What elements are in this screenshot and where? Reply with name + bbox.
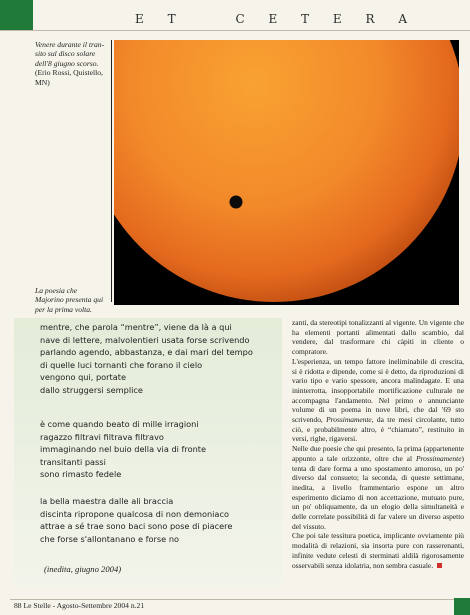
footer-divider (10, 599, 470, 600)
article-text: Nelle due poesie che qui presento, la prima (appartenente appunto a tale orizzonte, oltre che al (292, 444, 464, 463)
article-text: , da tre mesi circolante, tutto ciò, e probabilmente altro, è “chiamato”, restituito in versi, righe, rigaversi. (292, 415, 464, 444)
venus-transit-photo (114, 40, 459, 305)
poem-strophe (40, 495, 276, 545)
book-title: Prossimamente (415, 453, 462, 463)
poem-line: discinta ripropone qualcosa di non demoniaco (40, 508, 229, 519)
section-title-letter: E (268, 12, 281, 26)
photo-caption-line: sito sul disco solare (35, 49, 96, 59)
poem-line: vengono qui, portate (40, 372, 126, 383)
poem-line: parlando agendo, abbastanza, e dai mari del tempo (40, 347, 253, 358)
article-paragraph (292, 444, 464, 531)
section-title-letter: E (135, 12, 147, 26)
poem-line: sono rimasto fedele (40, 469, 122, 480)
poem-line: di quelle luci tornanti che forano il cielo (40, 359, 203, 370)
photo-caption-line: dell'8 giugno scorso. (35, 58, 99, 68)
section-title-letter: C (235, 12, 248, 26)
photo-caption-line: Venere durante il tran- (35, 40, 105, 49)
poem-line: nave di lettere, malvolentieri usata forse scrivendo (40, 334, 250, 345)
header-divider (0, 30, 470, 31)
poem-line: dallo struggersi semplice (40, 384, 143, 395)
footer-corner-block (454, 598, 470, 615)
poem-strophe (40, 321, 276, 397)
page-footer: 88 Le Stelle - Agosto-Settembre 2004 n.21 (14, 601, 145, 610)
poem-caption-line: per la prima volta. (35, 304, 92, 314)
article-paragraph (292, 531, 464, 570)
photo-caption (35, 40, 107, 87)
section-title-letter: A (398, 12, 411, 26)
poem-strophe (40, 418, 276, 481)
poem-line: attrae a sé trae sono baci sono pose di piacere (40, 521, 233, 532)
poem-caption-line: Majorino presenta qui (35, 295, 104, 305)
section-title (135, 12, 424, 26)
article-paragraph (292, 357, 464, 444)
article-column (292, 318, 464, 570)
section-title-letter: R (365, 12, 378, 26)
sun-disc-image (114, 40, 459, 305)
photo-credit: (Erio Rossi, Quistello, MN) (35, 68, 103, 87)
article-text: Che poi tale tessitura poetica, implicante ovviamente più modalità di relazioni, sia insorta pure con rasserenanti, infinite vedute celesti di sterminati aldilà rigorosamente osservabili senza idolatria, non sembra casuale. (292, 531, 464, 570)
header-corner-block (0, 0, 33, 30)
poem-credit: (inedita, giugno 2004) (44, 564, 122, 574)
article-paragraph: zanti, da stereotipi tonalizzanti al vigente. Un vigente che ha elementi portanti alimentati dallo scambio, dal vendere, dal trasformare chi càpiti in cliente o compratore. (292, 318, 464, 357)
caption-divider (111, 40, 112, 302)
end-of-article-mark (437, 563, 442, 568)
venus-silhouette (230, 196, 243, 209)
poem-line: ragazzo filtravi filtrava filtravo (40, 431, 164, 442)
sun-disc (114, 40, 459, 302)
article-text: ) tenta di dare forma a uno spostamento amoroso, un po' diverso dal consueto; la seconda, di queste settimane, inedita, a livello frammentario espone un altro esperimento diciamo di non accettazione, mutuato pure, un po' obliquamente, da un elogio della simultaneità e delle correlate possibilità di far valere un diverso aspetto del vissuto. (292, 453, 465, 531)
book-title: Prossimamente (326, 415, 372, 425)
poem-line: che forse s'allontanano e forse no (40, 533, 180, 544)
poem-line: mentre, che parola “mentre”, viene da là a qui (40, 322, 232, 332)
article-text: L'esperienza, un tempo fattore ineliminabile di crescita, si è ridotta e dipende, come si è detto, da riproduzioni di vario tipo e vario spessore, ancora malindagate. E una ininterrotta, insopportabile mortificazione culturale ne accompagna l'andamento. Nel primo e annunciante volume di un poema in nove libri, che dal '69 sto scrivendo, (292, 356, 464, 425)
poem-caption (35, 286, 107, 314)
poem-line: transitanti passi (40, 456, 106, 467)
section-title-letter: T (167, 12, 179, 26)
section-title-letter: E (332, 12, 345, 26)
poem-line: è come quando beato di mille irragioni (40, 419, 199, 429)
poem-line: immaginando nel buio della via di fronte (40, 444, 207, 455)
poem-line: la bella maestra dalle ali braccia (40, 496, 174, 506)
section-title-letter: T (301, 12, 313, 26)
poem-caption-line: La poesia che (35, 286, 78, 295)
